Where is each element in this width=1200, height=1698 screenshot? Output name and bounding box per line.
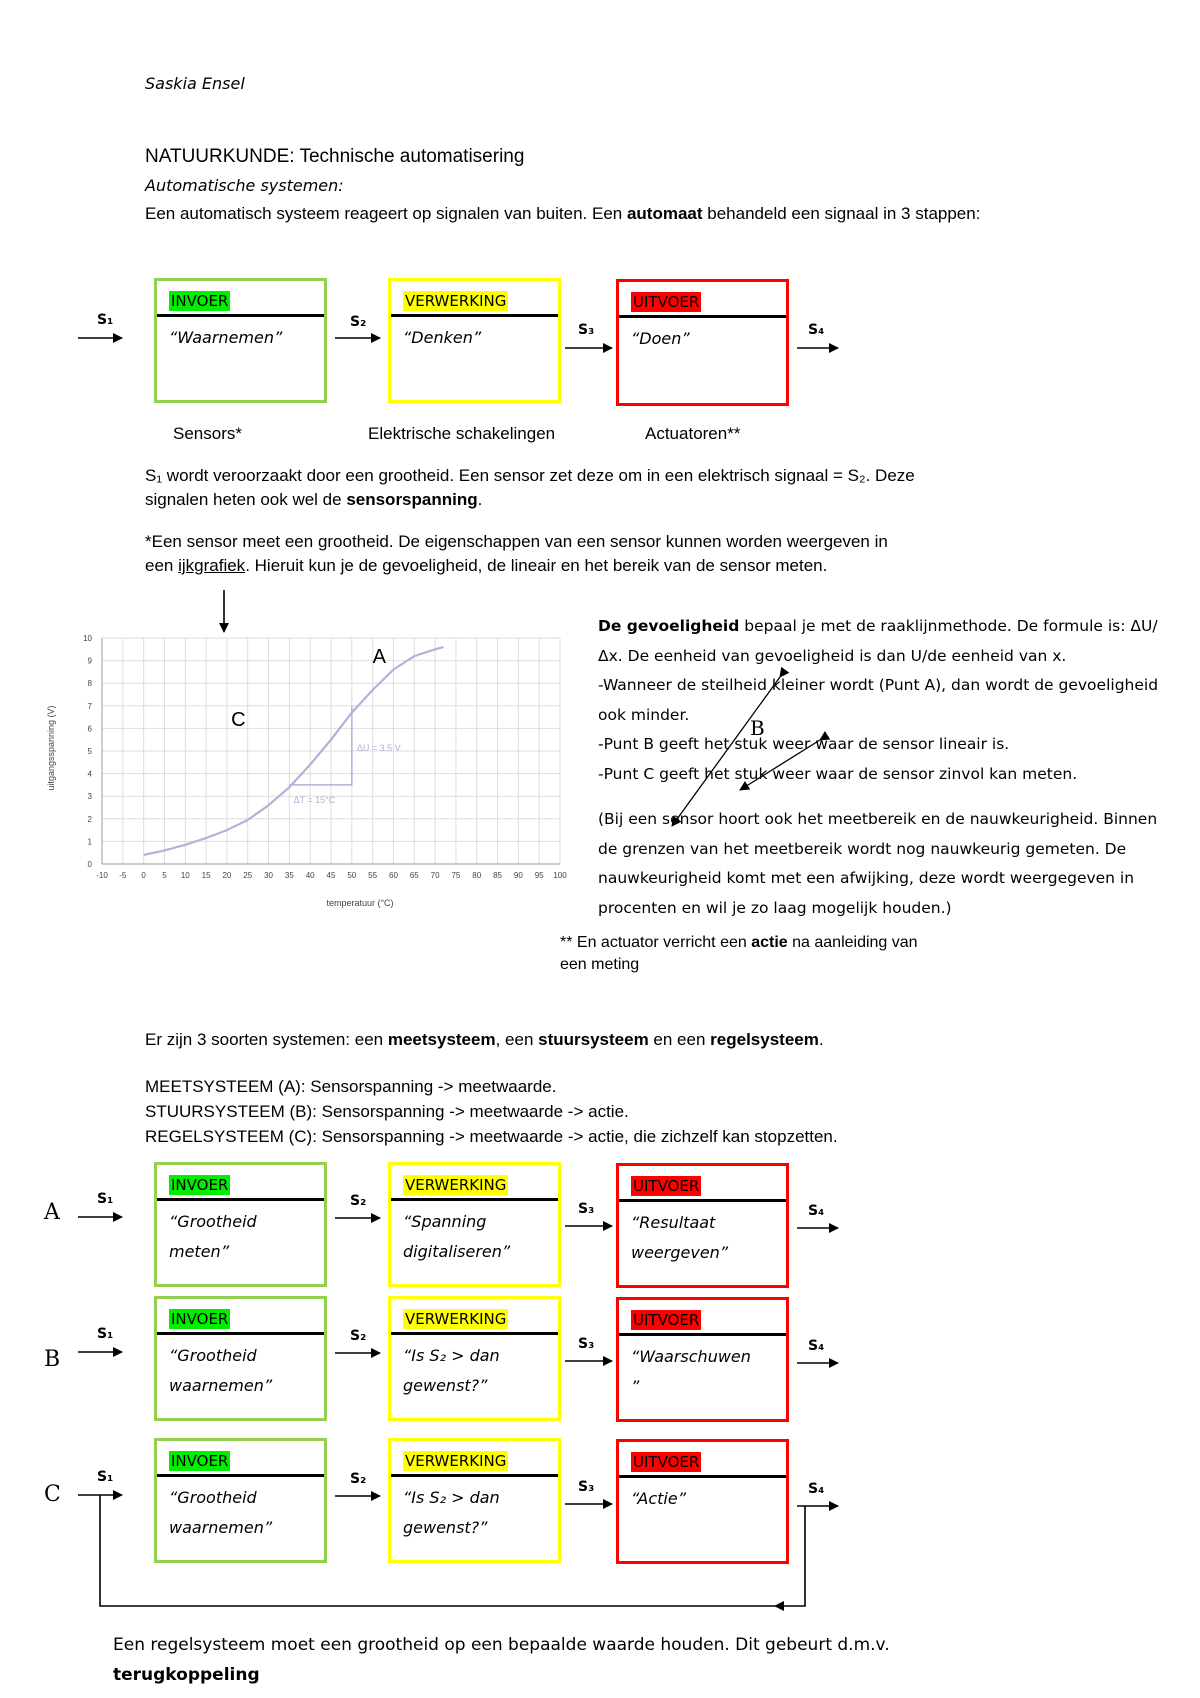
uitvoer-box	[616, 279, 789, 406]
delta-t-label: ΔT = 15°C	[293, 794, 336, 805]
x-tick-label: 80	[472, 871, 482, 880]
verwerking-header	[391, 281, 558, 317]
paragraph-s1: S₁ wordt veroorzaakt door een grootheid. Een sensor zet deze om in een elektrisch signaal = S₂. Deze signalen heten ook wel de sensorspanning.	[145, 466, 915, 509]
signal-s3: S₃	[578, 1479, 595, 1495]
verwerking-text: “Is S₂ > dan gewenst?”	[403, 1346, 500, 1395]
uitvoer-text: “Actie”	[631, 1489, 686, 1508]
label-actuatoren: Actuatoren**	[645, 424, 741, 443]
x-tick-label: -5	[119, 871, 127, 880]
x-tick-label: 85	[493, 871, 502, 880]
signal-s1: S₁	[97, 1326, 114, 1342]
x-tick-label: 55	[368, 871, 378, 880]
y-tick-label: 4	[87, 769, 92, 779]
label-sensors: Sensors*	[173, 424, 242, 443]
x-tick-label: -10	[96, 871, 108, 880]
intro-paragraph: Een automatisch systeem reageert op signalen van buiten. Een automaat behandeld een signaal in 3 stappen:	[145, 204, 981, 223]
x-tick-label: 5	[162, 871, 167, 880]
row-label-a: A	[44, 1200, 60, 1225]
invoer-text: “Grootheid waarnemen”	[169, 1488, 273, 1537]
x-tick-label: 95	[534, 871, 544, 880]
systems-list	[145, 1074, 838, 1149]
x-tick-label: 0	[141, 871, 146, 880]
label-elektrisch: Elektrische schakelingen	[368, 424, 556, 443]
uitvoer-text: “Waarschuwen ”	[631, 1347, 751, 1396]
x-tick-label: 100	[553, 871, 567, 880]
x-tick-label: 60	[389, 871, 398, 880]
verwerking-label: VERWERKING	[405, 1176, 507, 1194]
row-a-uitvoer-box	[616, 1163, 789, 1288]
signal-s1: S₁	[97, 1191, 114, 1207]
ijkgrafiek-chart	[40, 628, 580, 910]
row-b-verwerking-box	[388, 1296, 561, 1421]
ijkgrafiek-link: ijkgrafiek	[178, 556, 246, 575]
uitvoer-label: UITVOER	[633, 1177, 700, 1195]
verwerking-box	[388, 278, 561, 403]
signal-s1: S₁	[97, 312, 114, 328]
row-a-invoer-box	[154, 1162, 327, 1287]
invoer-box	[154, 278, 327, 403]
invoer-label: INVOER	[171, 1176, 229, 1194]
uitvoer-label: UITVOER	[633, 1453, 700, 1471]
chart-grid	[102, 638, 560, 864]
verwerking-text: “Is S₂ > dan gewenst?”	[403, 1488, 500, 1537]
invoer-header	[157, 281, 324, 317]
row-c-invoer-box	[154, 1438, 327, 1563]
x-tick-label: 25	[243, 871, 253, 880]
signal-s2: S₂	[350, 1328, 367, 1344]
verwerking-text: “Denken”	[403, 328, 482, 347]
x-tick-label: 40	[305, 871, 315, 880]
stuursysteem-line: STUURSYSTEEM (B): Sensorspanning -> meetwaarde -> actie.	[145, 1102, 629, 1121]
row-a-verwerking-box	[388, 1162, 561, 1287]
signal-s4: S₄	[808, 1203, 825, 1219]
y-tick-label: 3	[87, 792, 92, 802]
tangent-triangle	[289, 706, 351, 785]
invoer-text: “Waarnemen”	[169, 328, 283, 347]
signal-s3: S₃	[578, 322, 595, 338]
x-tick-label: 35	[284, 871, 294, 880]
x-tick-label: 75	[451, 871, 461, 880]
row-b-invoer-box	[154, 1296, 327, 1421]
regelsysteem-line: REGELSYSTEEM (C): Sensorspanning -> meetwaarde -> actie, die zichzelf kan stopzetten.	[145, 1127, 838, 1146]
delta-u-label: ΔU = 3.5 V	[356, 743, 401, 753]
signal-s3: S₃	[578, 1201, 595, 1217]
y-tick-label: 6	[87, 724, 92, 734]
verwerking-text: “Spanning digitaliseren”	[403, 1212, 511, 1261]
x-tick-label: 15	[201, 871, 211, 880]
verwerking-label: VERWERKING	[405, 292, 507, 310]
y-tick-label: 1	[87, 837, 92, 847]
row-label-b: B	[44, 1347, 61, 1372]
y-tick-label: 10	[83, 634, 92, 643]
point-a-label: A	[372, 645, 386, 668]
y-tick-label: 2	[87, 814, 92, 824]
verwerking-label: VERWERKING	[405, 1310, 507, 1328]
row-c-uitvoer-box	[616, 1439, 789, 1564]
invoer-label: INVOER	[171, 292, 229, 310]
signal-s2: S₂	[350, 1193, 367, 1209]
y-tick-label: 0	[87, 860, 92, 869]
actuator-note: ** En actuator verricht een actie na aanleiding van een meting	[560, 934, 918, 973]
point-b-label: B	[750, 716, 765, 740]
chart-xlabel: temperatuur (°C)	[326, 898, 394, 908]
verwerking-label: VERWERKING	[405, 1452, 507, 1470]
chart-annotations	[231, 646, 401, 805]
x-tick-label: 50	[347, 871, 357, 880]
page-title: NATUURKUNDE: Technische automatisering	[145, 146, 525, 167]
point-c-label: C	[231, 709, 246, 732]
chart-ylabel: uitgangsspanning (V)	[46, 705, 56, 791]
signal-s4: S₄	[808, 322, 825, 338]
x-tick-label: 30	[264, 871, 273, 880]
uitvoer-label: UITVOER	[633, 1311, 700, 1329]
invoer-label: INVOER	[171, 1452, 229, 1470]
signal-s3: S₃	[578, 1336, 595, 1352]
systems-intro: Er zijn 3 soorten systemen: een meetsysteem, een stuursysteem en een regelsysteem.	[145, 1030, 824, 1049]
y-tick-label: 7	[87, 701, 92, 711]
x-tick-label: 90	[513, 871, 523, 880]
signal-s1: S₁	[97, 1469, 114, 1485]
uitvoer-header	[619, 282, 786, 318]
uitvoer-text: “Resultaat weergeven”	[631, 1213, 729, 1262]
row-b-uitvoer-box	[616, 1297, 789, 1422]
x-tick-label: 70	[430, 871, 440, 880]
chart-ticks	[83, 634, 567, 880]
uitvoer-text: “Doen”	[631, 329, 690, 348]
x-tick-label: 20	[222, 871, 232, 880]
subtitle: Automatische systemen:	[145, 176, 344, 195]
meetsysteem-line: MEETSYSTEEM (A): Sensorspanning -> meetwaarde.	[145, 1077, 557, 1096]
x-tick-label: 65	[409, 871, 419, 880]
x-tick-label: 45	[326, 871, 336, 880]
x-tick-label: 10	[180, 871, 190, 880]
side-explanation: De gevoeligheid bepaal je met de raaklijnmethode. De formule is: ΔU/Δx. De eenheid van gevoeligheid is dan U/de eenheid van x. -Wanneer de steilheid kleiner wordt (Punt A), dan wordt de gevoeligheid ook minder. -Punt B geeft het stuk weer waar de sensor lineair is. -Punt C geeft het stuk weer waar de sensor zinvol kan meten. (Bij een sensor hoort ook het meetbereik en de nauwkeurigheid. Binnen de grenzen van het meetbereik wordt nog nauwkeurig gemeten. De nauwkeurigheid komt met een afwijking, deze wordt weergegeven in procenten en wil je zo laag mogelijk houden.)	[598, 617, 1159, 917]
author-name: Saskia Ensel	[145, 74, 245, 93]
uitvoer-label: UITVOER	[633, 293, 700, 311]
invoer-text: “Grootheid waarnemen”	[169, 1346, 273, 1395]
signal-s4: S₄	[808, 1338, 825, 1354]
signal-s2: S₂	[350, 1471, 367, 1487]
row-label-c: C	[44, 1482, 61, 1507]
footer-text: Een regelsysteem moet een grootheid op een bepaalde waarde houden. Dit gebeurt d.m.v. terugkoppeling	[113, 1635, 890, 1685]
y-tick-label: 9	[87, 656, 92, 666]
y-tick-label: 5	[87, 747, 92, 756]
invoer-text: “Grootheid meten”	[169, 1212, 257, 1261]
paragraph-sensor: *Een sensor meet een grootheid. De eigenschappen van een sensor kunnen worden weergeven in een ijkgrafiek. Hieruit kun je de gevoeligheid, de lineair en het bereik van de sensor meten.	[145, 532, 888, 575]
signal-s4: S₄	[808, 1481, 825, 1497]
y-tick-label: 8	[87, 679, 92, 689]
invoer-label: INVOER	[171, 1310, 229, 1328]
signal-s2: S₂	[350, 314, 367, 330]
row-c-verwerking-box	[388, 1438, 561, 1563]
